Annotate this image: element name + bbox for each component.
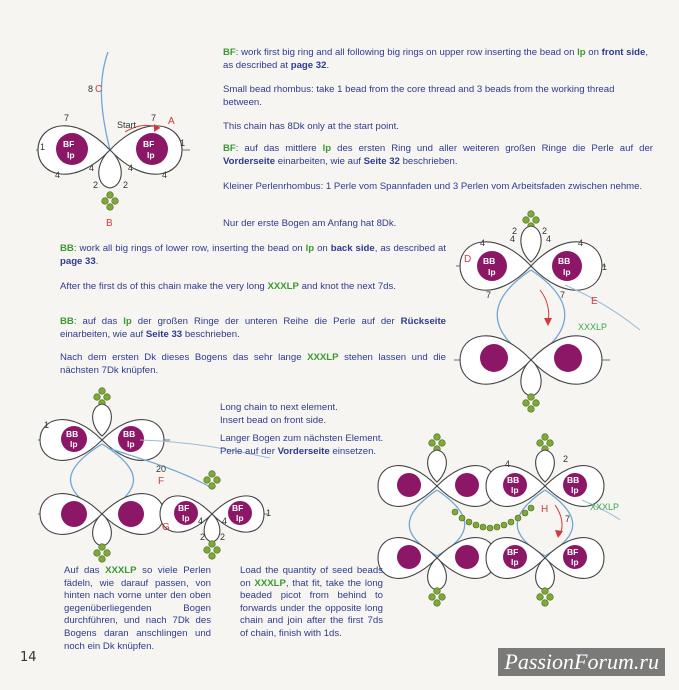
lp-label-1: lp: [67, 150, 75, 160]
count-4-j: 4: [222, 516, 228, 526]
lp-label-8: lp: [236, 513, 244, 523]
bb-label-3: BB: [66, 429, 79, 439]
bb-instruction-de: BB: auf das lp der großen Ringe der unteren Reihe die Perle auf der Rückseite einarbeiten, wie auf Seite 33 beschrieben.: [60, 316, 446, 340]
count-7-e: 7: [565, 514, 571, 524]
bf-instruction-en: BF: work first big ring and all following big rings on upper row inserting the bead on lp on front side, as described at page 32.: [223, 47, 649, 71]
lp-label-9: lp: [511, 485, 519, 495]
count-4-e: 4: [480, 238, 486, 248]
seed-beads-instruction-en: Load the quantity of seed beads on XXXLP, that fit, take the long beaded picot from behind to forwards under the opposite long chain and join after the first 7ds of chain, finish with 1ds.: [240, 565, 383, 639]
seed-beads-instruction-de: Auf das XXXLP so viele Perlen fädeln, wie darauf passen, von hinten nach vorne unter den oben gegenüberliegenden Bogen durchführen, und nach 7Dk des Bogens daran anschlingen und noch ein Dk knüpfen.: [64, 565, 211, 652]
bf-label-3: BF: [178, 503, 190, 513]
count-7-d: 7: [560, 290, 566, 300]
count-7-b: 7: [151, 113, 157, 123]
count-20: 20: [156, 464, 167, 474]
count-7-c: 7: [486, 290, 492, 300]
label-f: F: [158, 476, 165, 487]
bb-label-1: BB: [483, 256, 496, 266]
count-4-b: 4: [89, 163, 95, 173]
count-4-i: 4: [198, 516, 204, 526]
bf-label-1: BF: [63, 139, 75, 149]
diagram-start-element: [36, 52, 190, 229]
count-1-e: 1: [266, 508, 272, 518]
lp-label-12: lp: [571, 557, 579, 567]
xxxlp-instruction-de: Nach dem ersten Dk dieses Bogens das sehr lange XXXLP stehen lassen und die nächsten 7Dk knüpfen.: [60, 352, 447, 376]
bb-instruction-en: BB: work all big rings of lower row, inserting the bead on lp on back side, as described at page 33.: [60, 243, 446, 267]
label-a: A: [168, 116, 175, 127]
lp-label-7: lp: [182, 513, 190, 523]
lp-label-4: lp: [563, 267, 571, 277]
label-g: G: [162, 522, 170, 533]
bb-label-2: BB: [558, 256, 571, 266]
label-e: E: [591, 296, 598, 307]
count-2-c: 2: [512, 226, 518, 236]
count-4-c: 4: [128, 163, 134, 173]
rhombus-instruction-en: Small bead rhombus: take 1 bead from the core thread and 3 beads from the working thread between.: [223, 84, 615, 108]
count-1-c: 1: [602, 262, 608, 272]
count-2-e: 2: [200, 532, 206, 542]
lp-label-10: lp: [571, 485, 579, 495]
count-2-f: 2: [220, 532, 226, 542]
xxxlp-instruction-en: After the first ds of this chain make the very long XXXLP and knot the next 7ds.: [60, 281, 396, 292]
xxxlp-label-2: XXXLP: [590, 502, 620, 512]
lp-label-2: lp: [147, 150, 155, 160]
label-d: D: [464, 254, 472, 265]
count-4-h: 4: [578, 238, 584, 248]
count-2-a: 2: [93, 180, 99, 190]
count-4-f: 4: [510, 234, 516, 244]
bf-label-5: BF: [507, 547, 519, 557]
long-chain-note-en: Long chain to next element. Insert bead on front side.: [220, 402, 338, 426]
count-2-b: 2: [123, 180, 129, 190]
count-7-a: 7: [64, 113, 70, 123]
count-2-g: 2: [563, 454, 569, 464]
label-h: H: [541, 504, 549, 515]
start-note-de: Nur der erste Bogen am Anfang hat 8Dk.: [223, 218, 397, 229]
bb-label-6: BB: [567, 475, 580, 485]
diagram-seed-bead-picot: [378, 434, 620, 607]
start-label: Start: [117, 120, 137, 130]
bf-label-6: BF: [567, 547, 579, 557]
count-1-b: 1: [180, 138, 186, 148]
page-number: 14: [20, 650, 37, 665]
bb-label-4: BB: [123, 429, 136, 439]
count-1-d: 1: [44, 420, 50, 430]
count-4-k: 4: [505, 459, 511, 469]
long-chain-note-de: Langer Bogen zum nächsten Element. Perle auf der Vorderseite einsetzen.: [220, 433, 384, 457]
xxxlp-label-1: XXXLP: [578, 322, 608, 332]
lp-label-5: lp: [70, 439, 78, 449]
bb-label-5: BB: [507, 475, 520, 485]
count-4-a: 4: [55, 170, 61, 180]
bf-label-4: BF: [232, 503, 244, 513]
chain-count-label: 8: [88, 84, 94, 94]
bf-instruction-de: BF: auf das mittlere lp des ersten Ring und aller weiteren großen Ringe die Perle auf der Vorderseite einarbeiten, wie auf Seite 32 beschrieben.: [223, 143, 653, 167]
lp-label-3: lp: [488, 267, 496, 277]
label-c: C: [95, 84, 103, 95]
lp-label-6: lp: [127, 439, 135, 449]
count-4-g: 4: [546, 234, 552, 244]
count-4-d: 4: [162, 170, 168, 180]
lp-label-11: lp: [511, 557, 519, 567]
watermark: PassionForum.ru: [498, 648, 665, 676]
start-note-en: This chain has 8Dk only at the start point.: [223, 121, 399, 132]
diagram-lower-row: [454, 211, 640, 413]
rhombus-instruction-de: Kleiner Perlenrhombus: 1 Perle vom Spannfaden und 3 Perlen vom Arbeitsfaden zwischen nehme.: [223, 181, 643, 192]
label-b: B: [106, 218, 113, 229]
count-2-d: 2: [542, 226, 548, 236]
bf-label-2: BF: [143, 139, 155, 149]
count-1-a: 1: [40, 142, 46, 152]
